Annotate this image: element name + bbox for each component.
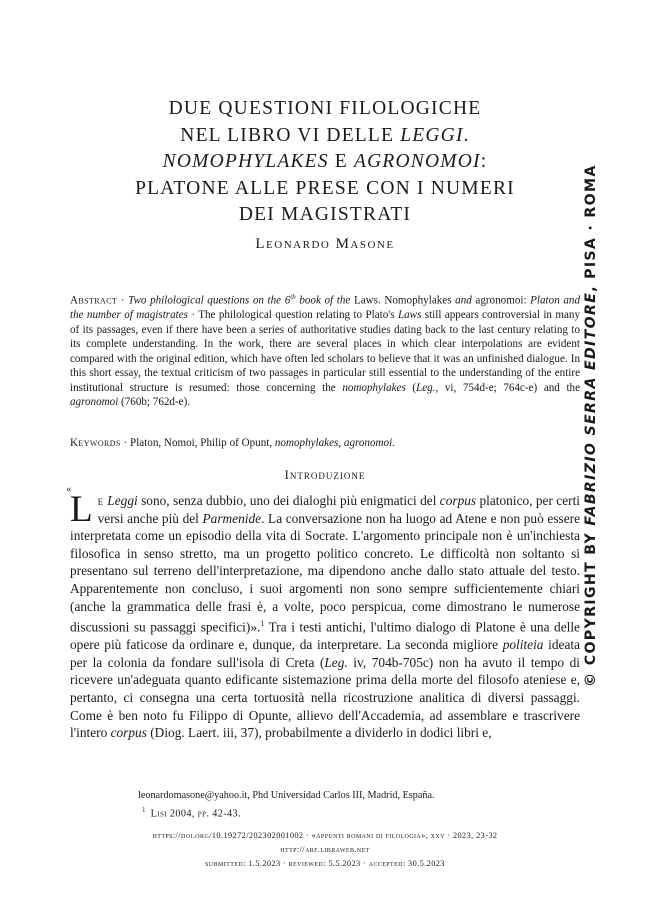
title-line-3: NOMOPHYLAKES E AGRONOMOI: — [162, 151, 488, 172]
title-line-2: NEL LIBRO VI DELLE LEGGI. — [180, 124, 470, 146]
footnotes — [138, 788, 578, 821]
title-line-1: DUE QUESTIONI FILOLOGICHE — [168, 98, 482, 119]
footnote-ref: 1 — [260, 619, 265, 629]
title-line-4: PLATONE ALLE PRESE CON I NUMERI — [135, 177, 515, 199]
section-heading: Introduzione — [284, 468, 366, 482]
keywords-label: Keywords — [70, 437, 121, 449]
doi-line: https://doi.org/10.19272/202302001002 · «appunti romani di filologia», xxv · 2023, 23-32 — [152, 831, 498, 840]
body-text: Le Leggi sono, senza dubbio, uno dei dialoghi più enigmatici del corpus platonico, per certi versi anche più del Parmenide. La conversazione non ha luogo ad Atene e non può essere interpretata come un episodio della vita di Socrate. L'argomento principale non è un'inchiesta filosofica in senso stretto, ma un progetto politico concreto. Le difficoltà non soltanto si presentano sul terreno dell'interpretazione, ma dipendono anche dallo stato attuale del testo. Apparentemente non concluso, i suoi argomenti non sono sempre sufficientemente chiari (anche la grammatica delle frasi è, a volte, poco perspicua, come dimostrano le numerose discussioni su passaggi specifici)».$^1$ Tra i testi antichi, l'ultimo dialogo di Platone è una delle opere più faticose da ordinare e, dunque, da interpretare. La seconda migliore politeia ideata per la colonia da fondare sull'isola di Creta (Leg. iv, 704b-705c) non ha avuto il tempo di ricevere un'adeguata quanto edificante sistemazione prima della morte del filosofo ateniese e, pertanto, ci consegna una certa tortuosità nella ricostruzione analitica di diversi passaggi. Come è ben noto fu Filippo di Opunte, allievo dell'Accademia, ad assemblare e trascrivere l'intero corpus (Diog. Laert. iii, 37), probabilmente a dividerlo in dodici libri e, — [70, 489, 581, 741]
paper-title — [70, 96, 580, 229]
title-line-5: DEI MAGISTRATI — [238, 204, 412, 225]
submission-dates: submitted: 1.5.2023 · reviewed: 5.5.2023 · accepted: 30.5.2023 — [205, 859, 445, 868]
footnote-1: $^1$ Lisi 2004, pp. 42-43. — [142, 806, 241, 820]
drop-cap: L — [70, 489, 93, 530]
keywords: Keywords · Platon, Nomoi, Philip of Opunt, nomophylakes, agronomoi. — [70, 437, 395, 449]
abstract: Abstract · Two philological questions on the 6th book of the Laws. Nomophylakes and agronomoi: Platon and the number of magistrates · The philological question relating to Plato's Laws still appears controversial in many of its passages, even if there have been a series of authoritative studies dating back to the last century relating to its complete understanding. In the work, there are several places in which clear interpolations are evident compared with the original edition, which have often led scholars to believe that it was an unfinished dialogue. In this short essay, the textual criticism of two passages in particular still essential to the understanding of the entire institutional structure is resumed: those concerning the nomophylakes (Leg., vi, 754d-e; 764c-e) and the agronomoi (760b; 762d-e). — [70, 293, 581, 409]
author-affiliation: leonardomasone@yahoo.it, Phd Universidad Carlos III, Madrid, España. — [138, 790, 435, 801]
opening-quote: « — [66, 483, 72, 495]
copyright-notice: © COPYRIGHT BY FABRIZIO SERRA EDITORE, PISA · ROMA — [583, 164, 599, 687]
journal-url: http://arf.libraweb.net — [280, 845, 370, 854]
author-name: Leonardo Masone — [255, 236, 395, 252]
page-footer — [70, 829, 580, 871]
abstract-label: Abstract — [70, 294, 118, 307]
